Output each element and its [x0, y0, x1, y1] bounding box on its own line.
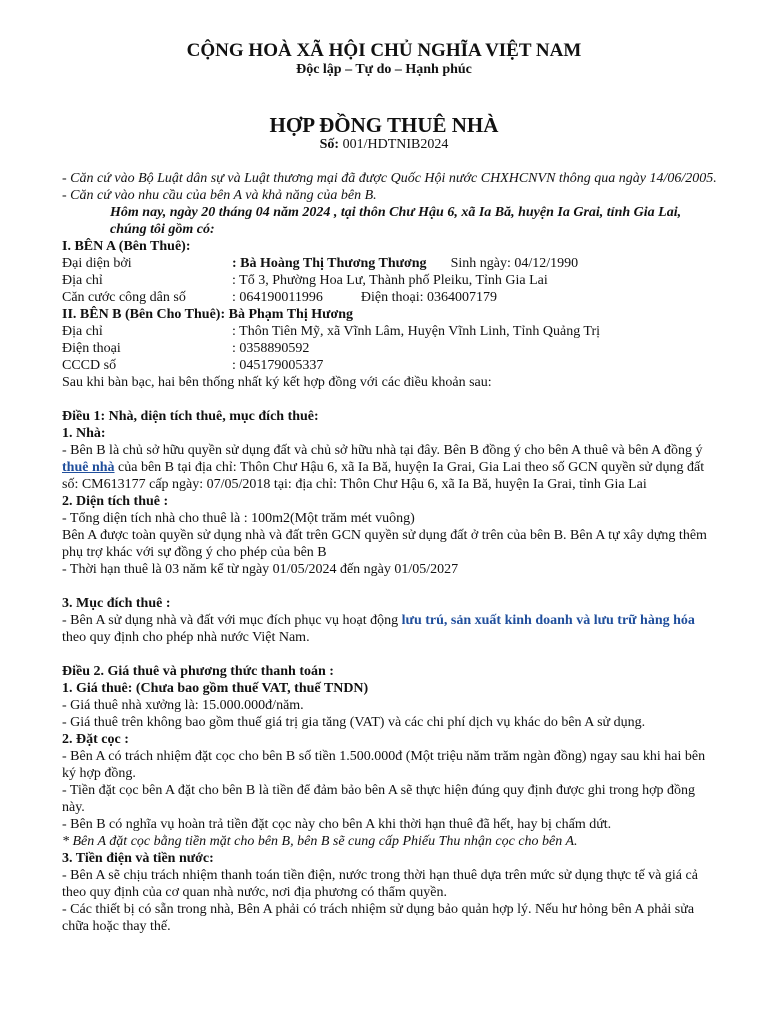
article-2-s2-l1: - Bên A có trách nhiệm đặt cọc cho bên B số tiền 1.500.000đ (Một triệu năm trăm ngàn đồng) ngay sau khi hai bên ký hợp đồng.: [62, 749, 706, 781]
party-a-heading: I. BÊN A (Bên Thuê):: [62, 239, 191, 254]
motto: Độc lập – Tự do – Hạnh phúc: [296, 62, 472, 77]
article-1-s3-text: [62, 612, 718, 646]
contract-number: [0, 137, 768, 153]
article-1-s1-heading: 1. Nhà:: [62, 426, 106, 441]
rent-house-link[interactable]: thuê nhà: [62, 460, 115, 475]
addr-value: : Thôn Tiên Mỹ, xã Vĩnh Lâm, Huyện Vĩnh Linh, Tỉnh Quảng Trị: [232, 324, 601, 339]
nation-header: CỘNG HOÀ XÃ HỘI CHỦ NGHĨA VIỆT NAM: [186, 40, 582, 61]
phone-value: : 0358890592: [232, 341, 310, 356]
purpose-highlight: lưu trú, sản xuất kinh doanh và lưu trữ hàng hóa: [401, 613, 695, 628]
agreement-line: Sau khi bàn bạc, hai bên thống nhất ký kết hợp đồng với các điều khoản sau:: [62, 375, 492, 390]
party-b-heading: II. BÊN B (Bên Cho Thuê): Bà Phạm Thị Hương: [62, 307, 354, 322]
party-a-rep-row: [62, 255, 718, 272]
rep-dob: Sinh ngày: 04/12/1990: [450, 256, 579, 271]
party-b-id-row: [62, 357, 718, 374]
party-b-phone-row: [62, 340, 718, 357]
article-2-s3-heading: 3. Tiền điện và tiền nước:: [62, 851, 214, 866]
id-label: CCCD số: [62, 358, 117, 373]
article-2-s2-heading: 2. Đặt cọc :: [62, 732, 129, 747]
article-2-s2-l3: - Bên B có nghĩa vụ hoàn trả tiền đặt cọc này cho bên A khi thời hạn thuê đã hết, hay bị chấm dứt.: [62, 817, 612, 832]
rep-name: : Bà Hoàng Thị Thương Thương: [232, 256, 427, 271]
phone-label: Điện thoại: [62, 341, 121, 356]
id-label: Căn cước công dân số: [62, 290, 186, 305]
addr-value: : Tổ 3, Phường Hoa Lư, Thành phố Pleiku, Tỉnh Gia Lai: [232, 273, 548, 288]
article-2-s2-note: * Bên A đặt cọc bằng tiền mặt cho bên B, bên B sẽ cung cấp Phiếu Thu nhận cọc cho bên A.: [62, 834, 578, 849]
article-2-s3-l1: - Bên A sẽ chịu trách nhiệm thanh toán tiền điện, nước trong thời hạn thuê dựa trên mức sử dụng thực tế và giá cả theo quy định của cơ quan nhà nước, nơi địa phương có thẩm quyền.: [62, 868, 698, 900]
basis-1: - Căn cứ vào Bộ Luật dân sự và Luật thương mại đã được Quốc Hội nước CHXHCNVN thông qua ngày 14/06/2005.: [62, 171, 717, 186]
id-value: : 064190011996: [232, 290, 323, 305]
s1-post: của bên B tại địa chỉ: Thôn Chư Hậu 6, xã Ia Bă, huyện Ia Grai, Gia Lai theo số GCN quyền sử dụng đất số: CM613177 cấp ngày: 07/05/2018 tại: địa chỉ: Thôn Chư Hậu 6, xã Ia Bă, huyện Ia Grai, tỉnh Gia Lai: [62, 460, 705, 492]
rep-label: Đại diện bởi: [62, 256, 132, 271]
s1-pre: - Bên B là chủ sở hữu quyền sử dụng đất và chủ sở hữu nhà tại đây. Bên B đồng ý cho bên A thuê và bên A đồng ý: [62, 443, 703, 458]
article-2-heading: Điều 2. Giá thuê và phương thức thanh toán :: [62, 664, 334, 679]
article-2-s3-l2: - Các thiết bị có sẵn trong nhà, Bên A phải có trách nhiệm sử dụng bảo quản hợp lý. Nếu hư hỏng bên A phải sửa chữa hoặc thay thế.: [62, 902, 695, 934]
party-b-addr-row: [62, 323, 718, 340]
today-line: Hôm nay, ngày 20 tháng 04 năm 2024 , tại thôn Chư Hậu 6, xã Ia Bă, huyện Ia Grai, tỉnh Gia Lai, chúng tôi gồm có:: [110, 205, 682, 237]
article-2-s1-l2: - Giá thuê trên không bao gồm thuế giá trị gia tăng (VAT) và các chi phí dịch vụ khác do bên A sử dụng.: [62, 715, 646, 730]
article-1-s2-l1: - Tổng diện tích nhà cho thuê là : 100m2(Một trăm mét vuông): [62, 511, 415, 526]
article-1-s2-l3: - Thời hạn thuê là 03 năm kể từ ngày 01/05/2024 đến ngày 01/05/2027: [62, 562, 459, 577]
party-a-id-row: [62, 289, 718, 306]
article-1-heading: Điều 1: Nhà, diện tích thuê, mục đích thuê:: [62, 409, 319, 424]
id-value: : 045179005337: [232, 358, 324, 373]
article-1-s2-l2: Bên A được toàn quyền sử dụng nhà và đất trên GCN quyền sử dụng đất ở trên của bên B. Bên A tự xây dựng thêm phụ trợ khác với sự đồng ý cho phép của bên B: [62, 528, 707, 560]
s3-pre: - Bên A sử dụng nhà và đất với mục đích phục vụ hoạt động: [62, 613, 402, 628]
phone-value: Điện thoại: 0364007179: [360, 290, 497, 305]
article-1-s2-heading: 2. Diện tích thuê :: [62, 494, 169, 509]
contract-title: HỢP ĐỒNG THUÊ NHÀ: [269, 113, 499, 137]
article-2-s1-heading: 1. Giá thuê: (Chưa bao gồm thuế VAT, thuế TNDN): [62, 681, 369, 696]
contract-body: [62, 170, 718, 935]
article-1-s1-text: [62, 442, 718, 493]
number-label: Số:: [319, 137, 340, 152]
basis-2: - Căn cứ vào nhu cầu của bên A và khả năng của bên B.: [62, 188, 377, 203]
article-1-s3-heading: 3. Mục đích thuê :: [62, 596, 171, 611]
addr-label: Địa chỉ: [62, 273, 103, 288]
addr-label: Địa chỉ: [62, 324, 103, 339]
s3-post: theo quy định cho phép nhà nước Việt Nam.: [62, 630, 310, 645]
number-value: 001/HDTNIB2024: [342, 137, 449, 152]
article-2-s2-l2: - Tiền đặt cọc bên A đặt cho bên B là tiền để đảm bảo bên A sẽ thực hiện đúng quy định được ghi trong hợp đồng này.: [62, 783, 696, 815]
party-a-addr-row: [62, 272, 718, 289]
article-2-s1-l1: - Giá thuê nhà xưởng là: 15.000.000đ/năm.: [62, 698, 304, 713]
